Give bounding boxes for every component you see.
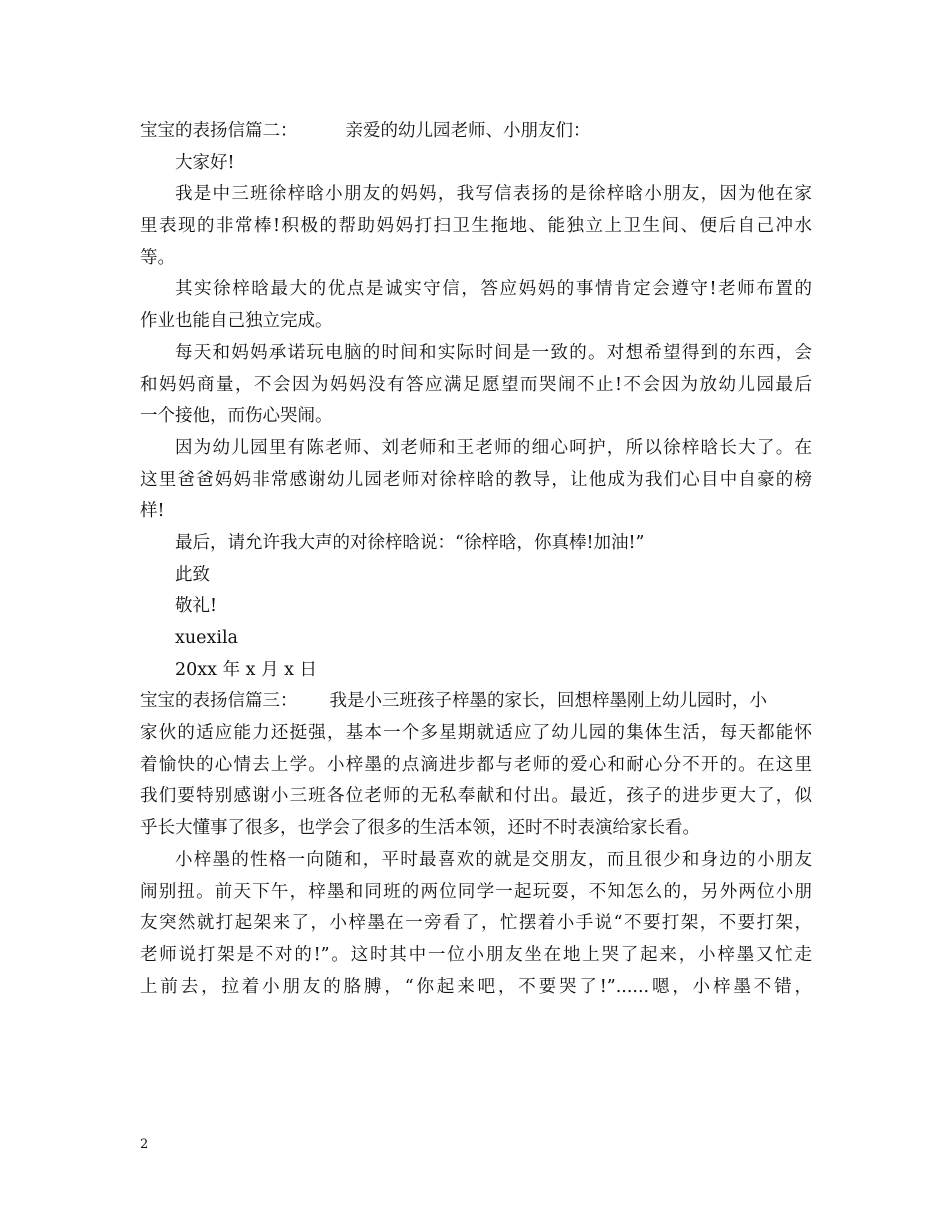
paragraph-line: 乎长大懂事了很多，也学会了很多的生活本领，还时不时表演给家长看。 [140, 818, 700, 839]
paragraph-line: 每天和妈妈承诺玩电脑的时间和实际时间是一致的。对想希望得到的东西，会 [175, 342, 812, 363]
closing-salutation: 此致 [175, 564, 210, 585]
heading-2-greeting: 亲爱的幼儿园老师、小朋友们： [345, 121, 591, 141]
paragraph-line: 这里爸爸妈妈非常感谢幼儿园老师对徐梓晗的教导，让他成为我们心目中自豪的榜 [140, 469, 812, 490]
page-number: 2 [140, 1137, 149, 1152]
paragraph-line: 一个接他，而伤心哭闹。 [140, 406, 333, 427]
paragraph-line: 里表现的非常棒!积极的帮助妈妈打扫卫生拖地、能独立上卫生间、便后自己冲水 [140, 216, 812, 237]
paragraph-line: 大家好! [175, 152, 235, 173]
heading-2-title: 宝宝的表扬信篇二： [140, 121, 298, 141]
heading-3-title: 宝宝的表扬信篇三： [140, 691, 298, 712]
paragraph-line: 着愉快的心情去上学。小梓墨的点滴进步都与老师的爱心和耐心分不开的。在这里 [140, 754, 812, 775]
paragraph-line: 其实徐梓晗最大的优点是诚实守信，答应妈妈的事情肯定会遵守!老师布置的 [175, 279, 812, 300]
paragraph-line: 友突然就打起架来了，小梓墨在一旁看了，忙摆着小手说“不要打架，不要打架， [140, 913, 812, 934]
document-body [140, 116, 812, 1003]
paragraph-line: 作业也能自己独立完成。 [140, 311, 333, 332]
paragraph-line: 我是中三班徐梓晗小朋友的妈妈，我写信表扬的是徐梓晗小朋友，因为他在家 [175, 184, 812, 205]
paragraph-line: 我们要特别感谢小三班各位老师的无私奉献和付出。最近，孩子的进步更大了，似 [140, 786, 812, 807]
heading-letter-3 [140, 686, 812, 718]
paragraph-line: 和妈妈商量，不会因为妈妈没有答应满足愿望而哭闹不止!不会因为放幼儿园最后 [140, 374, 812, 395]
paragraph-line: 闹别扭。前天下午，梓墨和同班的两位同学一起玩耍，不知怎么的，另外两位小朋 [140, 881, 812, 902]
paragraph-line: 因为幼儿园里有陈老师、刘老师和王老师的细心呵护，所以徐梓晗长大了。在 [175, 437, 812, 458]
paragraph-line: 样! [140, 501, 165, 522]
paragraph-line: 小梓墨的性格一向随和，平时最喜欢的就是交朋友，而且很少和身边的小朋友 [175, 849, 812, 870]
paragraph-line: 等。 [140, 247, 175, 268]
heading-3-first-line: 我是小三班孩子梓墨的家长，回想梓墨刚上幼儿园时，小 [329, 691, 767, 712]
paragraph-line: 上前去，拉着小朋友的胳膊，“你起来吧，不要哭了!”......嗯，小梓墨不错， [140, 976, 812, 997]
paragraph-line: 家伙的适应能力还挺强，基本一个多星期就适应了幼儿园的集体生活，每天都能怀 [140, 723, 812, 744]
paragraph-line: 最后，请允许我大声的对徐梓晗说：“徐梓晗，你真棒!加油!” [175, 532, 645, 553]
heading-letter-2 [140, 116, 812, 148]
letter-date: 20xx 年 x 月 x 日 [175, 659, 318, 680]
signature: xuexila [175, 628, 238, 648]
paragraph-line: 老师说打架是不对的!”。这时其中一位小朋友坐在地上哭了起来，小梓墨又忙走 [140, 944, 812, 965]
closing-regards: 敬礼! [175, 596, 218, 617]
